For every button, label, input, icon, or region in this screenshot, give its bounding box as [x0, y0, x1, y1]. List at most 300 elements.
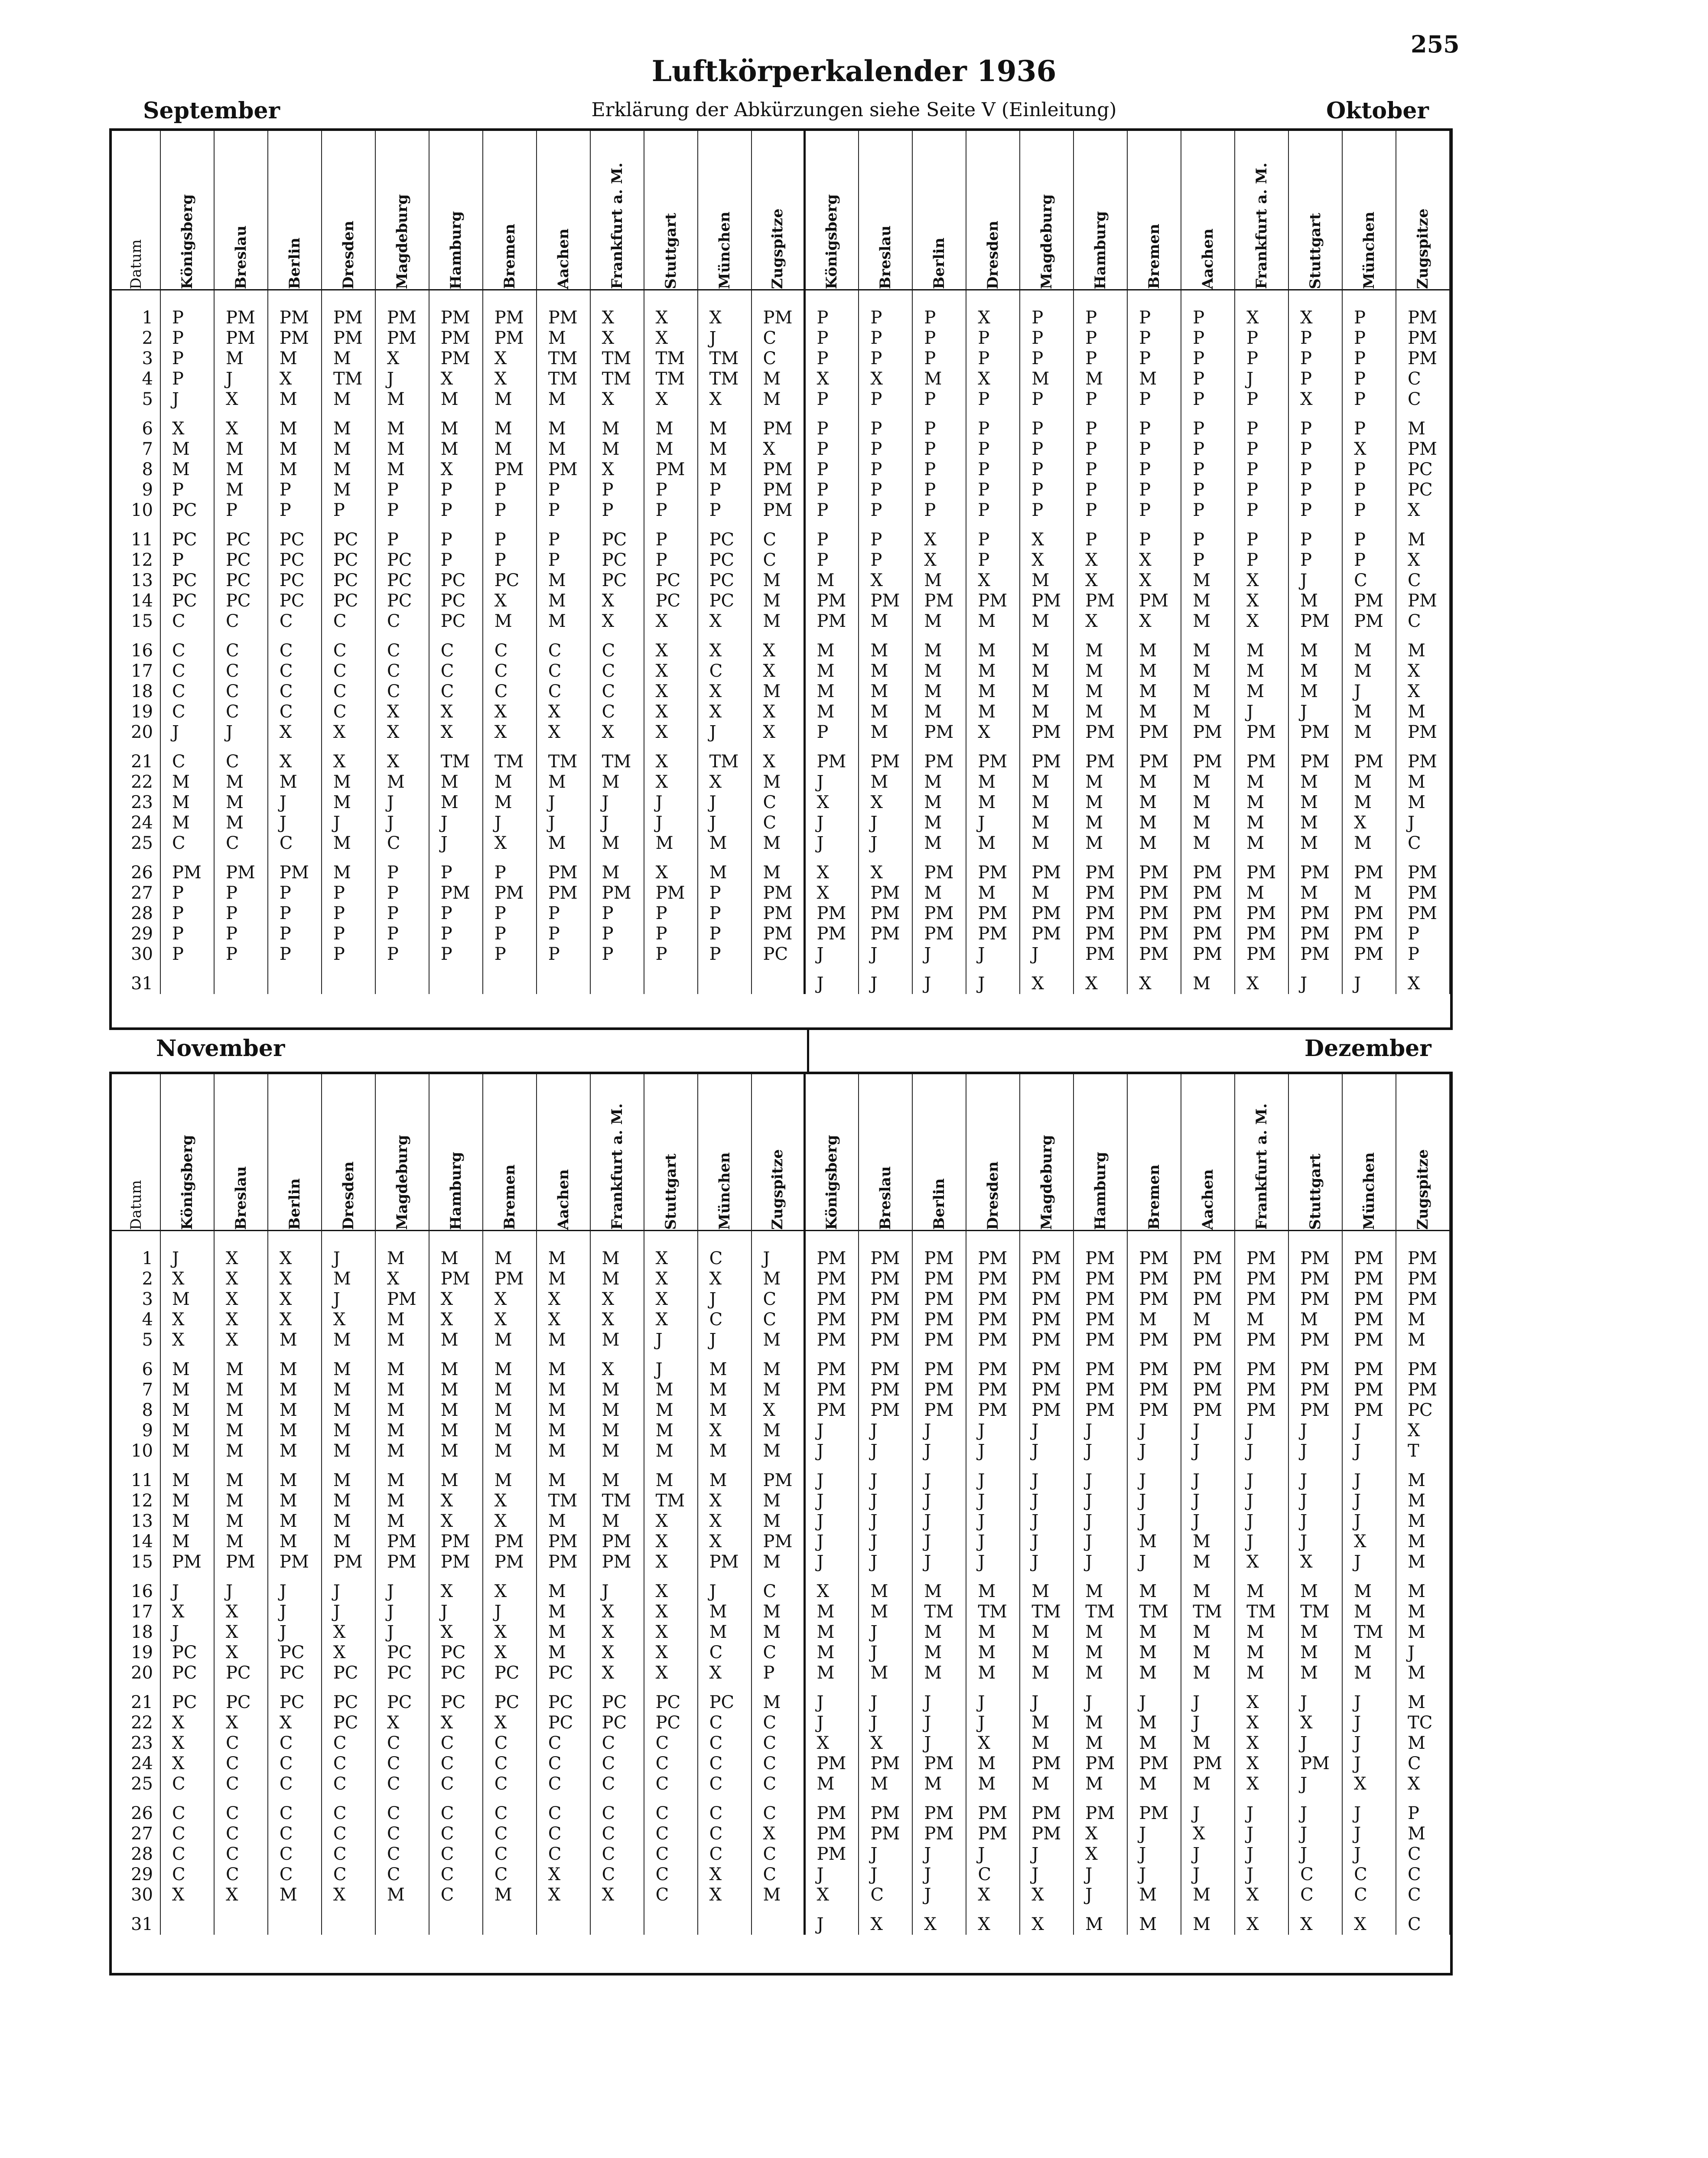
- calendar-entry: X: [1300, 1713, 1313, 1733]
- column-header-aachen-left-label: Aachen: [554, 1169, 572, 1230]
- calendar-entry: P: [172, 369, 184, 389]
- calendar-entry: J: [1031, 1421, 1039, 1441]
- calendar-entry: M: [978, 1663, 996, 1683]
- calendar-entry: P: [870, 460, 882, 479]
- calendar-entry: PC: [172, 530, 197, 550]
- calendar-entry: C: [655, 1885, 669, 1905]
- calendar-entry: J: [817, 1491, 824, 1511]
- calendar-entry: PM: [333, 328, 363, 348]
- calendar-entry: M: [1139, 1643, 1157, 1663]
- calendar-entry: PC: [709, 591, 735, 611]
- calendar-entry: J: [924, 1692, 931, 1712]
- calendar-entry: PC: [440, 611, 466, 631]
- group-spacer: [495, 854, 536, 863]
- column-header-stuttgart-right-label: Stuttgart: [1307, 1154, 1324, 1230]
- calendar-entry: X: [548, 1289, 561, 1309]
- group-spacer: [709, 632, 751, 641]
- calendar-entry: PM: [1031, 1269, 1061, 1289]
- group-spacer: [870, 1350, 912, 1359]
- group-spacer: [112, 1794, 153, 1803]
- calendar-entry: M: [440, 1441, 459, 1461]
- group-spacer: [763, 632, 804, 641]
- calendar-entry: M: [387, 419, 405, 439]
- calendar-entry: C: [279, 1824, 293, 1844]
- calendar-entry: X: [333, 1643, 346, 1663]
- calendar-entry: P: [1193, 349, 1205, 368]
- calendar-entry: C: [763, 1865, 777, 1884]
- calendar-entry: PM: [870, 1289, 900, 1309]
- calendar-entry: M: [602, 1421, 620, 1441]
- calendar-entry: PC: [387, 550, 412, 570]
- calendar-entry: M: [817, 570, 835, 590]
- calendar-entry: PM: [1085, 1289, 1115, 1309]
- calendar-entry: TM: [655, 349, 685, 368]
- calendar-entry: M: [225, 1511, 244, 1531]
- calendar-entry: PM: [1246, 1359, 1276, 1379]
- calendar-entry: X: [225, 1643, 238, 1663]
- day-number: 14: [131, 1532, 153, 1552]
- calendar-entry: C: [333, 1733, 347, 1753]
- calendar-entry: PC: [225, 1663, 251, 1683]
- calendar-entry: X: [709, 702, 722, 722]
- calendar-entry: M: [1031, 883, 1050, 903]
- column-header-breslau-right: [859, 1074, 913, 1231]
- calendar-entry: C: [1354, 570, 1367, 590]
- calendar-entry: PM: [1139, 903, 1169, 923]
- calendar-entry: M: [709, 833, 727, 853]
- calendar-entry: J: [1300, 1511, 1308, 1531]
- column-header-aachen-left-label: Aachen: [554, 228, 572, 289]
- calendar-entry: M: [709, 1380, 727, 1400]
- column-header-zugspitze-left: [752, 131, 806, 290]
- calendar-entry: M: [279, 1421, 297, 1441]
- calendar-entry: M: [548, 1470, 566, 1490]
- calendar-entry: C: [172, 1803, 185, 1823]
- calendar-entry: PM: [1085, 1400, 1115, 1420]
- calendar-entry: M: [602, 1249, 620, 1268]
- group-spacer: [1300, 1905, 1342, 1914]
- calendar-entry: C: [494, 1803, 508, 1823]
- calendar-entry: M: [387, 1310, 405, 1330]
- calendar-entry: M: [172, 1470, 190, 1490]
- group-spacer: [333, 854, 375, 863]
- calendar-entry: PM: [1300, 722, 1330, 742]
- calendar-entry: C: [333, 611, 347, 631]
- calendar-entry: PM: [1193, 722, 1223, 742]
- group-spacer: [602, 1683, 644, 1692]
- column-header-berlin-right: [913, 1074, 966, 1231]
- calendar-entry: P: [548, 903, 560, 923]
- group-spacer: [870, 632, 912, 641]
- calendar-entry: P: [172, 944, 184, 964]
- calendar-entry: M: [279, 439, 297, 459]
- calendar-entry: PC: [602, 1713, 627, 1733]
- calendar-entry: J: [1300, 1692, 1308, 1712]
- group-spacer: [1246, 1461, 1288, 1470]
- calendar-entry: X: [333, 1622, 346, 1642]
- calendar-entry: P: [870, 349, 882, 368]
- day-number: 3: [142, 349, 153, 368]
- calendar-entry: M: [494, 389, 512, 409]
- calendar-entry: J: [870, 1470, 878, 1490]
- group-spacer: [870, 1905, 912, 1914]
- calendar-entry: M: [1031, 570, 1050, 590]
- calendar-entry: J: [870, 1865, 878, 1884]
- calendar-entry: J: [978, 1511, 985, 1531]
- calendar-entry: X: [440, 1491, 453, 1511]
- calendar-entry: C: [763, 1643, 777, 1663]
- calendar-entry: PM: [924, 1754, 954, 1773]
- calendar-entry: M: [225, 1359, 244, 1379]
- calendar-entry: J: [225, 369, 233, 389]
- calendar-entry: P: [387, 500, 399, 520]
- calendar-entry: PM: [1193, 752, 1223, 772]
- calendar-entry: PM: [817, 1269, 846, 1289]
- group-spacer: [333, 410, 375, 419]
- calendar-entry: J: [817, 1532, 824, 1552]
- group-spacer: [709, 1461, 751, 1470]
- calendar-entry: C: [602, 681, 615, 701]
- calendar-entry: X: [225, 1602, 238, 1622]
- column-header-breslau-right-label: Breslau: [877, 225, 895, 289]
- calendar-entry: M: [548, 1511, 566, 1531]
- calendar-entry: PM: [1139, 1289, 1169, 1309]
- calendar-entry: PM: [1246, 1249, 1276, 1268]
- calendar-entry: P: [1300, 480, 1312, 500]
- calendar-entry: C: [279, 681, 293, 701]
- calendar-entry: X: [602, 1885, 615, 1905]
- calendar-entry: X: [440, 1289, 453, 1309]
- calendar-entry: P: [870, 439, 882, 459]
- calendar-entry: PM: [763, 419, 793, 439]
- group-spacer: [978, 632, 1019, 641]
- calendar-entry: PM: [924, 1310, 954, 1330]
- column-stuttgart-november: [644, 1231, 698, 1935]
- calendar-entry: PM: [602, 883, 631, 903]
- calendar-entry: M: [1354, 1581, 1372, 1601]
- calendar-entry: M: [1085, 1663, 1103, 1683]
- calendar-entry: PC: [333, 570, 358, 590]
- calendar-entry: M: [1031, 681, 1050, 701]
- calendar-entry: TM: [709, 369, 739, 389]
- calendar-entry: PM: [1300, 1249, 1330, 1268]
- calendar-entry: J: [1193, 1491, 1200, 1511]
- calendar-entry: M: [494, 419, 512, 439]
- day-number-column: [112, 1231, 161, 1935]
- calendar-entry: PM: [978, 1249, 1008, 1268]
- calendar-entry: C: [548, 1733, 562, 1753]
- calendar-entry: P: [1139, 349, 1151, 368]
- calendar-entry: PM: [924, 1359, 954, 1379]
- calendar-entry: X: [494, 369, 507, 389]
- calendar-entry: P: [548, 530, 560, 550]
- calendar-entry: M: [763, 611, 781, 631]
- calendar-entry: J: [1031, 1532, 1039, 1552]
- calendar-entry: M: [225, 1441, 244, 1461]
- calendar-entry: M: [333, 1491, 351, 1511]
- calendar-entry: PM: [1031, 1754, 1061, 1773]
- calendar-entry: J: [870, 1441, 878, 1461]
- calendar-entry: X: [655, 1602, 668, 1622]
- calendar-entry: PM: [1300, 903, 1330, 923]
- calendar-entry: X: [655, 1249, 668, 1268]
- calendar-entry: PC: [279, 591, 305, 611]
- column-header-hamburg-left: [429, 1074, 483, 1231]
- calendar-entry: M: [494, 1470, 512, 1490]
- calendar-entry: M: [225, 792, 244, 812]
- calendar-entry: PM: [870, 1359, 900, 1379]
- calendar-entry: P: [924, 419, 936, 439]
- calendar-entry: P: [225, 883, 237, 903]
- calendar-entry: X: [655, 681, 668, 701]
- calendar-entry: M: [494, 1330, 512, 1350]
- group-spacer: [112, 521, 153, 530]
- calendar-entry: PM: [1300, 1330, 1330, 1350]
- column-header-aachen-right-label: Aachen: [1199, 1169, 1217, 1230]
- calendar-entry: C: [387, 611, 400, 631]
- group-spacer: [226, 1461, 267, 1470]
- day-number: 13: [131, 1511, 153, 1531]
- group-spacer: [1354, 1905, 1396, 1914]
- calendar-entry: PM: [870, 924, 900, 944]
- calendar-entry: PM: [870, 883, 900, 903]
- calendar-entry: J: [978, 1441, 985, 1461]
- calendar-entry: J: [387, 792, 394, 812]
- calendar-entry: M: [548, 439, 566, 459]
- calendar-entry: X: [709, 1421, 722, 1441]
- calendar-entry: P: [817, 722, 829, 742]
- calendar-entry: P: [440, 480, 452, 500]
- calendar-entry: PM: [1246, 722, 1276, 742]
- calendar-entry: M: [870, 641, 888, 661]
- calendar-entry: C: [709, 1310, 723, 1330]
- calendar-entry: PM: [1085, 722, 1115, 742]
- calendar-entry: J: [1354, 1470, 1361, 1490]
- calendar-entry: PC: [440, 570, 466, 590]
- calendar-entry: X: [655, 1289, 668, 1309]
- calendar-entry: X: [1246, 974, 1259, 994]
- calendar-entry: X: [709, 308, 722, 328]
- calendar-entry: J: [1031, 1844, 1039, 1864]
- calendar-entry: TM: [1354, 1622, 1383, 1642]
- calendar-entry: P: [1246, 530, 1259, 550]
- calendar-entry: M: [924, 369, 942, 389]
- calendar-entry: J: [602, 792, 609, 812]
- calendar-entry: X: [1246, 570, 1259, 590]
- calendar-entry: X: [602, 1663, 615, 1683]
- calendar-entry: J: [1139, 1421, 1146, 1441]
- calendar-entry: M: [172, 1380, 190, 1400]
- group-spacer: [1408, 410, 1449, 419]
- calendar-entry: X: [602, 722, 615, 742]
- calendar-entry: X: [655, 1269, 668, 1289]
- calendar-entry: P: [1354, 308, 1366, 328]
- column-header-breslau-right: [859, 131, 913, 290]
- group-spacer: [1354, 1794, 1396, 1803]
- day-number: 5: [142, 389, 153, 409]
- column-header-berlin-right-label: Berlin: [930, 238, 948, 289]
- calendar-entry: PM: [1246, 1330, 1276, 1350]
- calendar-entry: M: [763, 1692, 781, 1712]
- group-spacer: [817, 1350, 859, 1359]
- calendar-entry: M: [225, 1400, 244, 1420]
- calendar-entry: PC: [1408, 1400, 1433, 1420]
- calendar-entry: J: [1193, 1470, 1200, 1490]
- calendar-entry: C: [1300, 1865, 1314, 1884]
- day-number: 20: [131, 722, 153, 742]
- calendar-entry: X: [172, 1269, 185, 1289]
- calendar-entry: M: [548, 1359, 566, 1379]
- calendar-entry: X: [870, 369, 883, 389]
- calendar-entry: P: [924, 480, 936, 500]
- column-aachen-september: [537, 290, 591, 994]
- calendar-entry: PM: [1354, 611, 1383, 631]
- calendar-entry: J: [1354, 1511, 1361, 1531]
- calendar-entry: P: [1193, 308, 1205, 328]
- column-hamburg-dezember: [1074, 1231, 1128, 1935]
- day-number: 19: [131, 702, 153, 722]
- column-zugspitze-oktober: [1396, 290, 1450, 994]
- calendar-entry: P: [1354, 550, 1366, 570]
- column-header-bremen-right-label: Bremen: [1145, 224, 1163, 289]
- calendar-entry: M: [548, 1421, 566, 1441]
- calendar-entry: C: [225, 1754, 239, 1773]
- calendar-entry: C: [494, 1865, 508, 1884]
- calendar-entry: P: [1139, 308, 1151, 328]
- column-header-muenchen-left-label: München: [716, 212, 733, 289]
- calendar-entry: PM: [870, 1310, 900, 1330]
- calendar-entry: M: [1300, 883, 1318, 903]
- column-header-zugspitze-left-label: Zugspitze: [769, 1149, 787, 1230]
- calendar-entry: X: [1300, 1552, 1313, 1572]
- calendar-entry: J: [279, 1581, 286, 1601]
- calendar-entry: C: [548, 1824, 562, 1844]
- group-spacer: [978, 521, 1019, 530]
- calendar-entry: PM: [1139, 1380, 1169, 1400]
- calendar-entry: J: [1354, 974, 1361, 994]
- day-number: 25: [131, 833, 153, 853]
- calendar-entry: PM: [1193, 1754, 1223, 1773]
- column-header-stuttgart-left: [644, 1074, 698, 1231]
- calendar-entry: PM: [1031, 1330, 1061, 1350]
- calendar-entry: TM: [924, 1602, 954, 1622]
- calendar-entry: J: [978, 1552, 985, 1572]
- group-spacer: [172, 1794, 214, 1803]
- calendar-entry: M: [924, 833, 942, 853]
- calendar-entry: PM: [333, 1552, 363, 1572]
- group-spacer: [387, 1572, 429, 1581]
- calendar-entry: J: [978, 1470, 985, 1490]
- group-spacer: [763, 743, 804, 752]
- calendar-entry: J: [1246, 1824, 1254, 1844]
- calendar-entry: X: [1408, 1774, 1420, 1794]
- calendar-entry: P: [1193, 328, 1205, 348]
- calendar-entry: M: [1031, 702, 1050, 722]
- calendar-entry: PM: [924, 591, 954, 611]
- calendar-entry: M: [1354, 702, 1372, 722]
- group-spacer: [978, 410, 1019, 419]
- calendar-entry: J: [655, 1330, 663, 1350]
- calendar-entry: P: [1354, 530, 1366, 550]
- column-magdeburg-november: [376, 1231, 429, 1935]
- calendar-entry: M: [387, 1441, 405, 1461]
- calendar-entry: M: [1193, 1774, 1211, 1794]
- calendar-entry: P: [1354, 460, 1366, 479]
- calendar-entry: PC: [225, 550, 251, 570]
- calendar-entry: J: [817, 772, 824, 792]
- calendar-entry: M: [1139, 1310, 1157, 1330]
- calendar-entry: PM: [924, 722, 954, 742]
- calendar-entry: M: [225, 439, 244, 459]
- calendar-entry: M: [1193, 611, 1211, 631]
- group-spacer: [817, 1794, 859, 1803]
- calendar-entry: C: [225, 833, 239, 853]
- calendar-entry: P: [494, 903, 506, 923]
- calendar-entry: M: [225, 1532, 244, 1552]
- calendar-entry: M: [1031, 611, 1050, 631]
- calendar-entry: M: [279, 1380, 297, 1400]
- column-muenchen-oktober: [1343, 290, 1396, 994]
- calendar-entry: C: [1408, 1844, 1421, 1864]
- calendar-entry: PM: [1354, 1310, 1383, 1330]
- calendar-entry: X: [172, 1885, 185, 1905]
- column-header-bremen-left-label: Bremen: [501, 1164, 518, 1230]
- calendar-entry: M: [279, 1359, 297, 1379]
- calendar-entry: PC: [172, 591, 197, 611]
- calendar-entry: PM: [1139, 1269, 1169, 1289]
- calendar-entry: J: [978, 1844, 985, 1864]
- calendar-entry: M: [978, 702, 996, 722]
- calendar-entry: PM: [870, 1380, 900, 1400]
- calendar-entry: C: [763, 792, 777, 812]
- calendar-entry: X: [817, 1581, 829, 1601]
- group-spacer: [1031, 1905, 1073, 1914]
- calendar-entry: TM: [1031, 1602, 1061, 1622]
- calendar-entry: P: [978, 480, 990, 500]
- calendar-entry: M: [1139, 1713, 1157, 1733]
- calendar-entry: M: [440, 1400, 459, 1420]
- calendar-entry: X: [225, 1713, 238, 1733]
- column-header-muenchen-right: [1343, 1074, 1396, 1231]
- calendar-entry: X: [1246, 1733, 1259, 1753]
- calendar-entry: PC: [763, 944, 788, 964]
- calendar-entry: M: [172, 439, 190, 459]
- group-spacer: [226, 854, 267, 863]
- calendar-entry: C: [172, 641, 185, 661]
- day-number: 24: [131, 1754, 153, 1773]
- calendar-entry: PC: [709, 1692, 735, 1712]
- group-spacer: [1085, 1794, 1127, 1803]
- calendar-entry: X: [1085, 1844, 1098, 1864]
- calendar-entry: P: [655, 530, 667, 550]
- calendar-entry: M: [387, 1330, 405, 1350]
- calendar-entry: PM: [548, 863, 578, 883]
- calendar-entry: M: [1139, 813, 1157, 833]
- calendar-entry: X: [602, 389, 615, 409]
- calendar-entry: M: [1193, 772, 1211, 792]
- group-spacer: [978, 965, 1019, 974]
- calendar-entry: M: [602, 1441, 620, 1461]
- calendar-entry: J: [440, 833, 448, 853]
- calendar-entry: C: [548, 1844, 562, 1864]
- calendar-entry: C: [279, 1754, 293, 1773]
- calendar-entry: J: [1354, 1824, 1361, 1844]
- calendar-entry: PM: [1354, 1380, 1383, 1400]
- calendar-entry: PC: [602, 550, 627, 570]
- day-number: 1: [142, 1249, 153, 1268]
- calendar-entry: M: [709, 1400, 727, 1420]
- calendar-entry: P: [279, 883, 291, 903]
